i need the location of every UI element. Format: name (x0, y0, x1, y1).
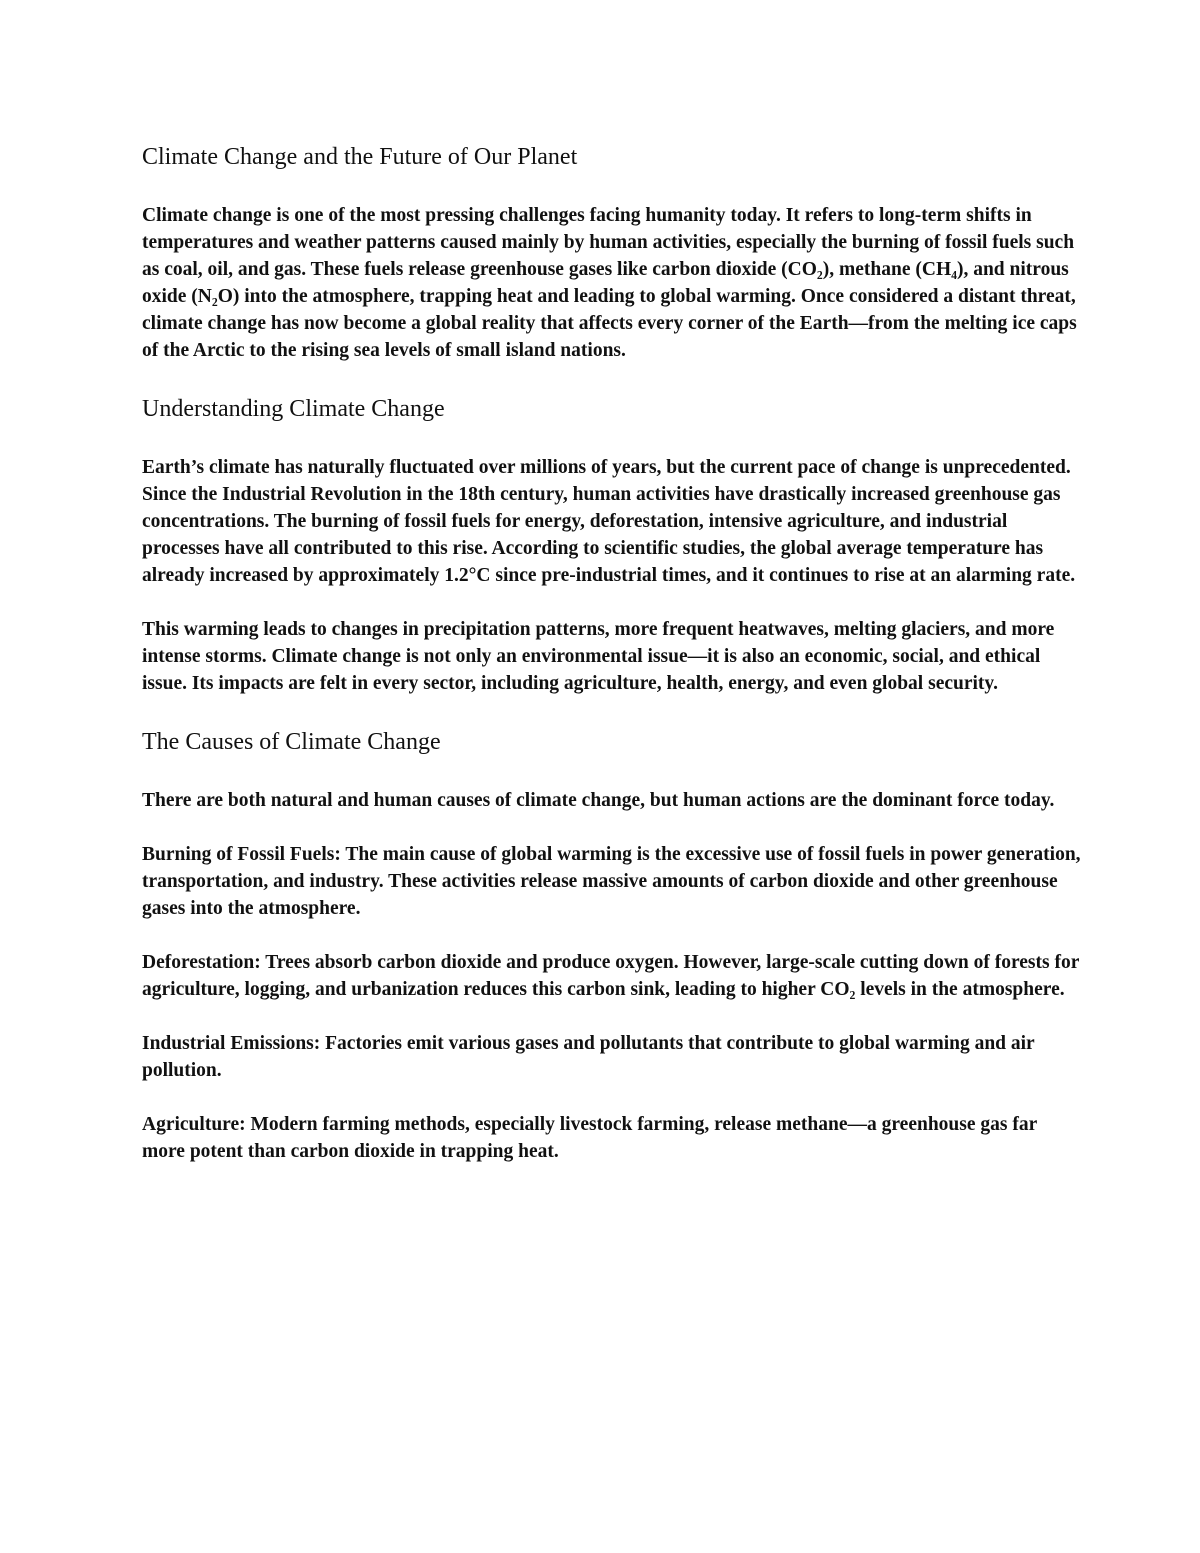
document-title: Climate Change and the Future of Our Planet (142, 144, 578, 170)
document-body (142, 142, 1082, 1165)
causes-paragraph-intro: There are both natural and human causes of climate change, but human actions are the dominant force today. (142, 790, 1055, 811)
intro-paragraph: Climate change is one of the most pressing challenges facing humanity today. It refers to long-term shifts in temperatures and weather patterns caused mainly by human activities, especially the burning of fossil fuels such as coal, oil, and gas. These fuels release greenhouse gases like carbon dioxide (CO₂), methane (CH₄), and nitrous oxide (N₂O) into the atmosphere, trapping heat and leading to global warming. Once considered a distant threat, climate change has now become a global reality that affects every corner of the Earth—from the melting ice caps of the Arctic to the rising sea levels of small island nations. (142, 205, 1077, 361)
understanding-paragraph-2: This warming leads to changes in precipitation patterns, more frequent heatwaves, melting glaciers, and more intense storms. Climate change is not only an environmental issue—it is also an economic, social, and ethical issue. Its impacts are felt in every sector, including agriculture, health, energy, and even global security. (142, 619, 1055, 694)
causes-paragraph-agriculture: Agriculture: Modern farming methods, especially livestock farming, release methane—a greenhouse gas far more potent than carbon dioxide in trapping heat. (142, 1114, 1037, 1162)
causes-paragraph-fossil-fuels: Burning of Fossil Fuels: The main cause of global warming is the excessive use of fossil fuels in power generation, transportation, and industry. These activities release massive amounts of carbon dioxide and other greenhouse gases into the atmosphere. (142, 844, 1081, 919)
causes-paragraph-deforestation: Deforestation: Trees absorb carbon dioxide and produce oxygen. However, large-scale cutting down of forests for agriculture, logging, and urbanization reduces this carbon sink, leading to higher CO₂ levels in the atmosphere. (142, 952, 1080, 1000)
understanding-paragraph-1: Earth’s climate has naturally fluctuated over millions of years, but the current pace of change is unprecedented. Since the Industrial Revolution in the 18th century, human activities have drastically increased greenhouse gas concentrations. The burning of fossil fuels for energy, deforestation, intensive agriculture, and industrial processes have all contributed to this rise. According to scientific studies, the global average temperature has already increased by approximately 1.2°C since pre-industrial times, and it continues to rise at an alarming rate. (142, 457, 1076, 586)
section-heading-causes: The Causes of Climate Change (142, 729, 441, 755)
causes-paragraph-industrial: Industrial Emissions: Factories emit various gases and pollutants that contribute to global warming and air pollution. (142, 1033, 1035, 1081)
section-heading-understanding: Understanding Climate Change (142, 396, 445, 422)
